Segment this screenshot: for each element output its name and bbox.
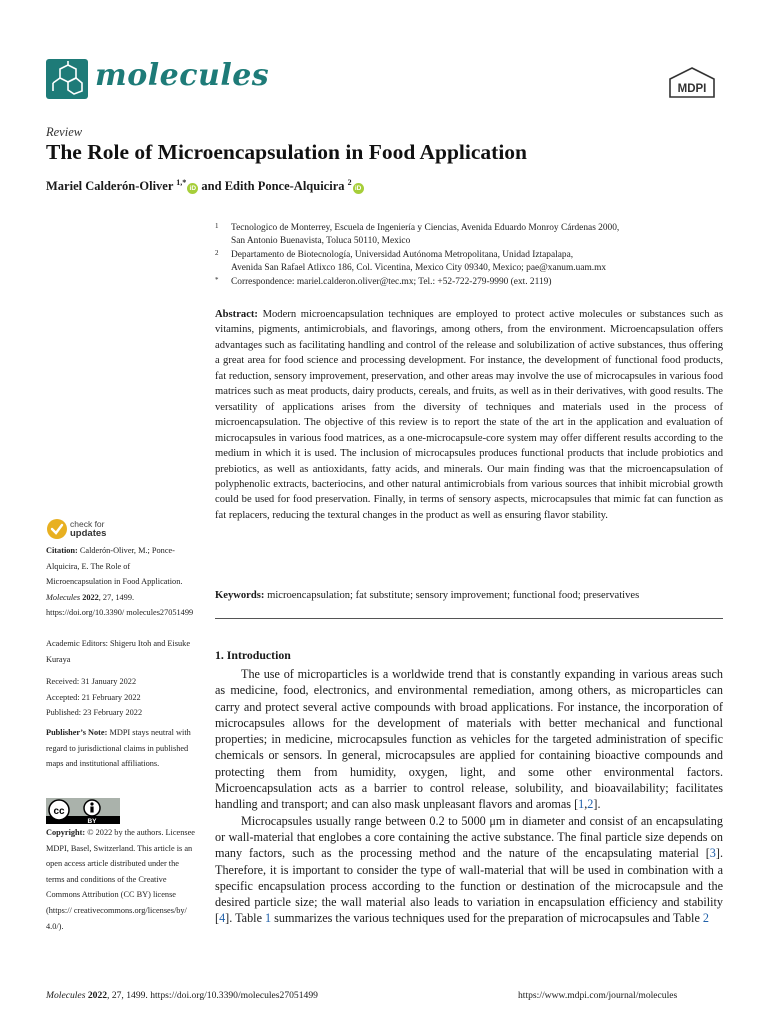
reference-link[interactable]: 2 xyxy=(587,797,594,812)
footer-journal-url[interactable]: https://www.mdpi.com/journal/molecules xyxy=(518,990,678,1001)
reference-link[interactable]: 4 xyxy=(219,911,226,926)
keywords-text: microencapsulation; fat substitute; sensory improvement; functional food; preservatives xyxy=(267,590,640,601)
section-heading: 1. Introduction xyxy=(215,648,291,662)
table-link[interactable]: 1 xyxy=(265,911,272,926)
author-list xyxy=(46,178,364,194)
received-date: Received: 31 January 2022 xyxy=(46,677,137,686)
author-2-affiliation: 2 xyxy=(347,178,352,187)
footer-citation: Molecules 2022, 27, 1499. https://doi.org/10.3390/molecules27051499 xyxy=(46,990,318,1001)
check-for-text[interactable]: check for xyxy=(70,519,105,529)
updates-text[interactable]: updates xyxy=(70,528,107,539)
cc-by-license-icon[interactable] xyxy=(46,798,120,824)
journal-name: molecules xyxy=(95,58,270,93)
keywords xyxy=(215,589,723,603)
article-type: Review xyxy=(46,125,83,139)
section-divider xyxy=(215,618,723,619)
journal-logo-icon xyxy=(46,59,88,99)
reference-link[interactable]: 1 xyxy=(578,797,585,812)
orcid-icon[interactable]: iD xyxy=(187,183,198,194)
orcid-icon[interactable]: iD xyxy=(353,183,364,194)
published-date: Published: 23 February 2022 xyxy=(46,708,143,717)
reference-link[interactable]: 3 xyxy=(709,846,716,861)
abstract-text: Modern microencapsulation techniques are employed to protect active molecules or substances such as vitamins, pigments, antimicrobials, and flavorings, among others, from the environment. Microencapsulation offers advantages such as facilitating handling and control of the release and solubilization of active substances, thus offering a great area for food science and processing development. For instance, the development of functional food products, fat reduction, sensory improvement, preservation, and other areas may involve the use of microcapsules in various food matrices such as meat products, dairy products, cereals, and fruits, as well as in their derivatives, with good results. The versatility of applications arises from the diversity of techniques and materials used in the process of microencapsulation. The objective of this review is to report the state of the art in the application and evaluation of microcapsules in various food matrices, as a one-microcapsule-core system may offer different results according to the medium in which it is used. The inclusion of microcapsules produces functional products that include probiotics and prebiotics, as well as antioxidants, fatty acids, and minerals. Our main finding was that the microencapsulation of polyphenolic extracts, bacteriocins, and other natural antimicrobials from various sources that inhibit microbial growth could be used for food preservation. Finally, in terms of sensory aspects, microcapsules that mimic fat can function as fat replacers, reducing the textural changes in the product as well as ensuring flavor stability. xyxy=(215,309,723,521)
author-1[interactable]: Mariel Calderón-Oliver xyxy=(46,179,174,194)
author-2[interactable]: and Edith Ponce-Alquicira xyxy=(201,179,345,194)
paragraph-1: The use of microparticles is a worldwide trend that is constantly expanding in various areas such as medicine, food, electronics, and environmental remediation, among others, as microparticles can carry and protect several active compounds with broad applications. For instance, the incorporation of microcapsules allows for the development of materials with better mechanical and functional properties; in medicine, microcapsules function as vehicles for the targeted administration of specific chemicals or sensors. In general, microcapsules are applied for containing bioactive compounds and protecting them from humidity, oxygen, light, and some other environmental factors. Microencapsulation acts as a barrier to control release, solubility, and bioavailability; facilitates handling and transport; and can also mask unpleasant flavors and aromas [1,2]. xyxy=(215,667,723,812)
copyright-notice: Copyright: © 2022 by the authors. Licensee MDPI, Basel, Switzerland. This article is an open access article distributed under the terms and conditions of the Creative Commons Attribution (CC BY) license (https:// creativecommons.org/licenses/by/ 4.0/). xyxy=(46,828,195,931)
accepted-date: Accepted: 21 February 2022 xyxy=(46,693,141,702)
academic-editors: Academic Editors: Shigeru Itoh and Eisuke Kuraya xyxy=(46,639,191,664)
section-body xyxy=(215,666,723,927)
mdpi-logo-icon xyxy=(666,66,718,100)
publishers-note: Publisher’s Note: MDPI stays neutral with regard to jurisdictional claims in published maps and institutional affiliations. xyxy=(46,728,191,769)
author-1-affiliation: 1,* xyxy=(176,178,187,187)
keywords-label: Keywords: xyxy=(215,590,265,601)
abstract xyxy=(215,307,723,523)
paragraph-2: Microcapsules usually range between 0.2 to 5000 μm in diameter and consist of an encapsulating or wall-material that englobes a core containing the active substance. The final particle size depends on many factors, such as the processing method and the nature of the encapsulating material [3]. Therefore, it is important to consider the type of wall-material that will be used in combination with a specific encapsulation process according to the function or destination of the microcapsule and the desired particle size; the wall material also leads to variation in encapsulation efficiency and stability [4]. Table 1 summarizes the various techniques used for the preparation of microcapsules and Table 2 xyxy=(215,813,723,926)
check-for-updates-icon[interactable] xyxy=(46,518,68,540)
article-title: The Role of Microencapsulation in Food Application xyxy=(46,140,527,164)
svg-text:cc: cc xyxy=(53,806,65,817)
publisher-name: MDPI xyxy=(677,83,707,95)
cc-by-label: BY xyxy=(87,818,97,824)
citation-block: Citation: Calderón-Oliver, M.; Ponce-Alquicira, E. The Role of Microencapsulation in Food Application. Molecules 2022, 27, 1499. https://doi.org/10.3390/ molecules27051499 xyxy=(46,546,194,618)
abstract-label: Abstract: xyxy=(215,309,258,320)
table-link[interactable]: 2 xyxy=(702,911,709,926)
